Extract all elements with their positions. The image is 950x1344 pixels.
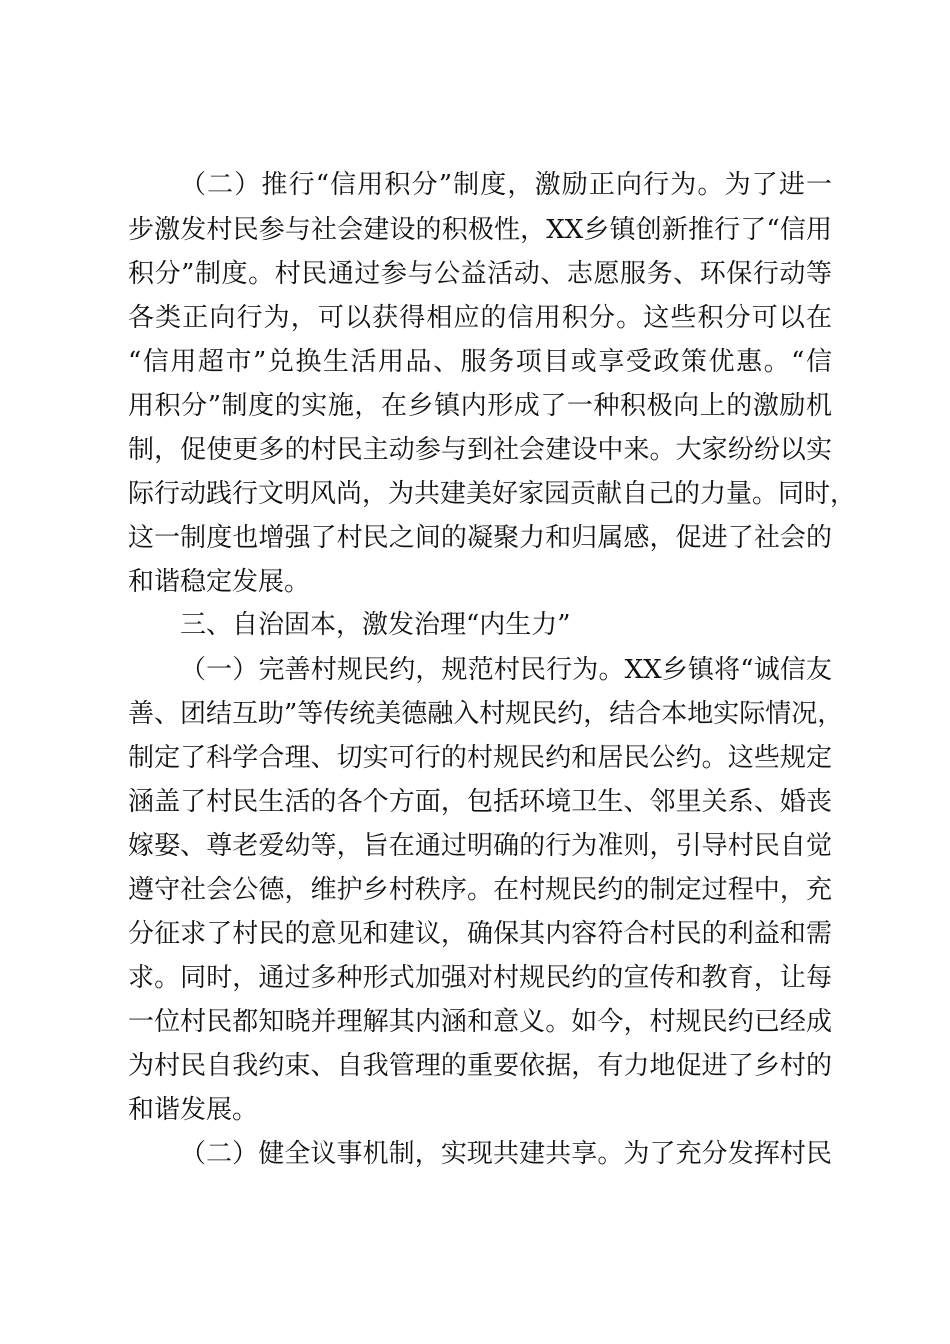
paragraph-line: 遵守社会公德，维护乡村秩序。在村规民约的制定过程中，充 [128,875,832,905]
section-heading: 三、自治固本，激发治理“内生力” [180,610,571,640]
paragraph-line: 各类正向行为，可以获得相应的信用积分。这些积分可以在 [128,303,832,333]
paragraph-line: 一位村民都知晓并理解其内涵和意义。如今，村规民约已经成 [128,1007,832,1037]
paragraph-line: “信用超市”兑换生活用品、服务项目或享受政策优惠。“信 [128,347,832,377]
paragraph-line: 这一制度也增强了村民之间的凝聚力和归属感，促进了社会的 [128,523,832,553]
paragraph-line: 用积分”制度的实施，在乡镇内形成了一种积极向上的激励机 [128,391,832,421]
paragraph-line: 和谐稳定发展。 [128,567,311,597]
paragraph-line: 为村民自我约束、自我管理的重要依据，有力地促进了乡村的 [128,1051,832,1081]
paragraph-line: （一）完善村规民约，规范村民行为。XX乡镇将“诚信友 [180,655,832,685]
paragraph-line: 际行动践行文明风尚，为共建美好家园贡献自己的力量。同时， [128,479,857,509]
paragraph-line: 善、团结互助”等传统美德融入村规民约，结合本地实际情况， [128,699,844,729]
paragraph-line: 制定了科学合理、切实可行的村规民约和居民公约。这些规定 [128,743,832,773]
paragraph-line: 分征求了村民的意见和建议，确保其内容符合村民的利益和需 [128,919,832,949]
paragraph-line: （二）健全议事机制，实现共建共享。为了充分发挥村民 [180,1139,832,1169]
paragraph-line: （二）推行“信用积分”制度，激励正向行为。为了进一 [180,170,832,200]
paragraph-line: 求。同时，通过多种形式加强对村规民约的宣传和教育，让每 [128,963,832,993]
paragraph-line: 积分”制度。村民通过参与公益活动、志愿服务、环保行动等 [128,259,832,289]
paragraph-line: 步激发村民参与社会建设的积极性，XX乡镇创新推行了“信用 [128,215,832,245]
paragraph-line: 制，促使更多的村民主动参与到社会建设中来。大家纷纷以实 [128,435,832,465]
paragraph-line: 涵盖了村民生活的各个方面，包括环境卫生、邻里关系、婚丧 [128,787,832,817]
paragraph-line: 嫁娶、尊老爱幼等，旨在通过明确的行为准则，引导村民自觉 [128,831,832,861]
paragraph-line: 和谐发展。 [128,1095,259,1125]
